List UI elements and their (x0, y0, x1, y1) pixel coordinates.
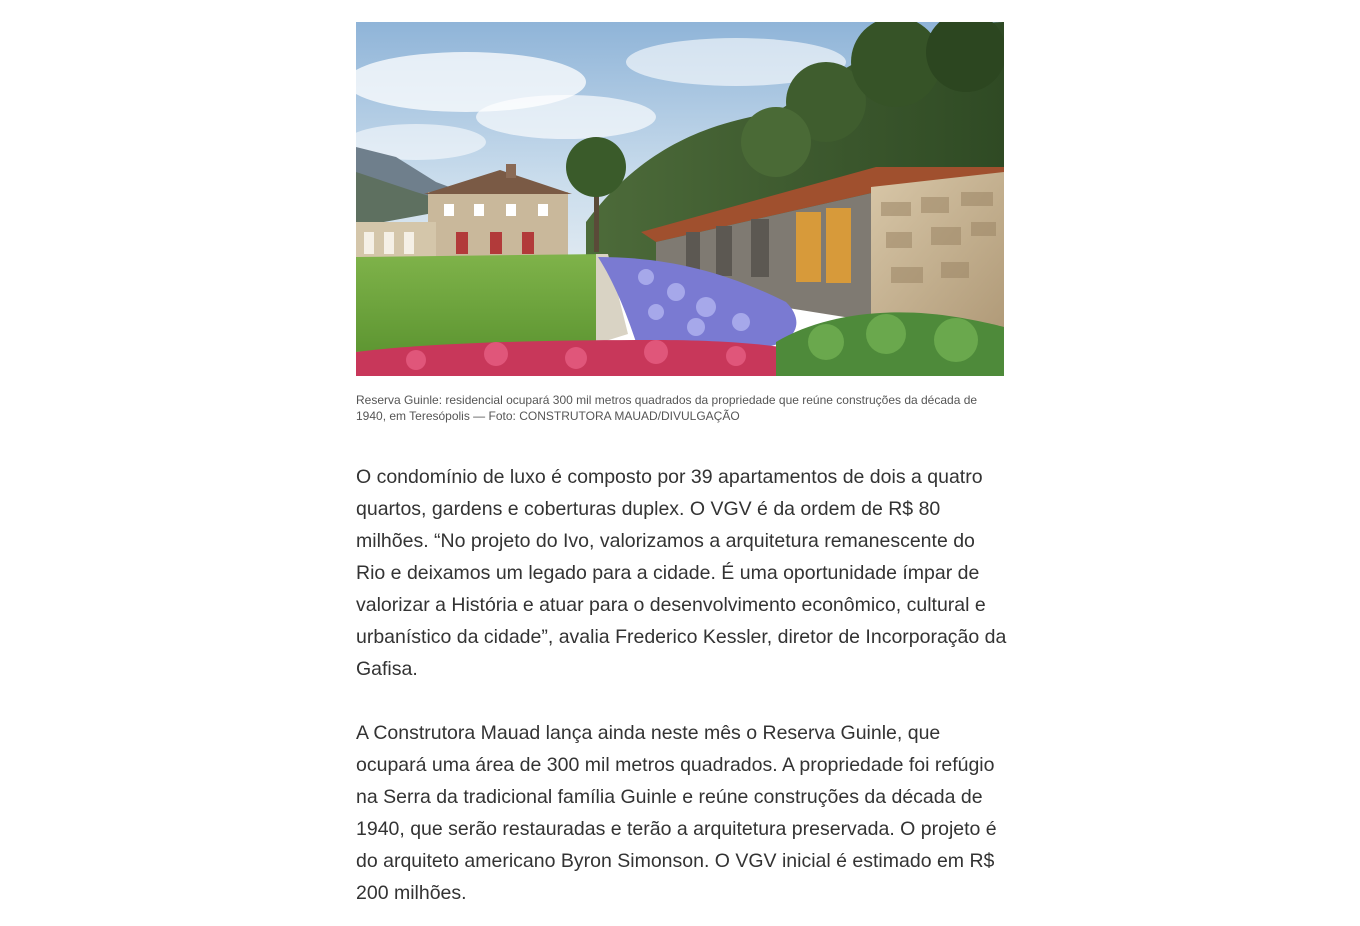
photo-caption: Reserva Guinle: residencial ocupará 300 mil metros quadrados da propriedade que reúne construções da década de 1940, em Teresópolis — Foto: CONSTRUTORA MAUAD/DIVULGAÇÃO (356, 393, 978, 423)
article-body (356, 22, 1007, 909)
article-figure (356, 22, 1004, 424)
article-photo[interactable] (356, 22, 1004, 376)
article-paragraph: A Construtora Mauad lança ainda neste mês o Reserva Guinle, que ocupará uma área de 300 mil metros quadrados. A propriedade foi refúgio na Serra da tradicional família Guinle e reúne construções da década de 1940, que serão restauradas e terão a arquitetura preservada. O projeto é do arquiteto americano Byron Simonson. O VGV inicial é estimado em R$ 200 milhões. (356, 722, 997, 904)
article-paragraph: O condomínio de luxo é composto por 39 apartamentos de dois a quatro quartos, gardens e coberturas duplex. O VGV é da ordem de R$ 80 milhões. “No projeto do Ivo, valorizamos a arquitetura remanescente do Rio e deixamos um legado para a cidade. É uma oportunidade ímpar de valorizar a História e atuar para o desenvolvimento econômico, cultural e urbanístico da cidade”, avalia Frederico Kessler, diretor de Incorporação da Gafisa. (356, 466, 1007, 680)
